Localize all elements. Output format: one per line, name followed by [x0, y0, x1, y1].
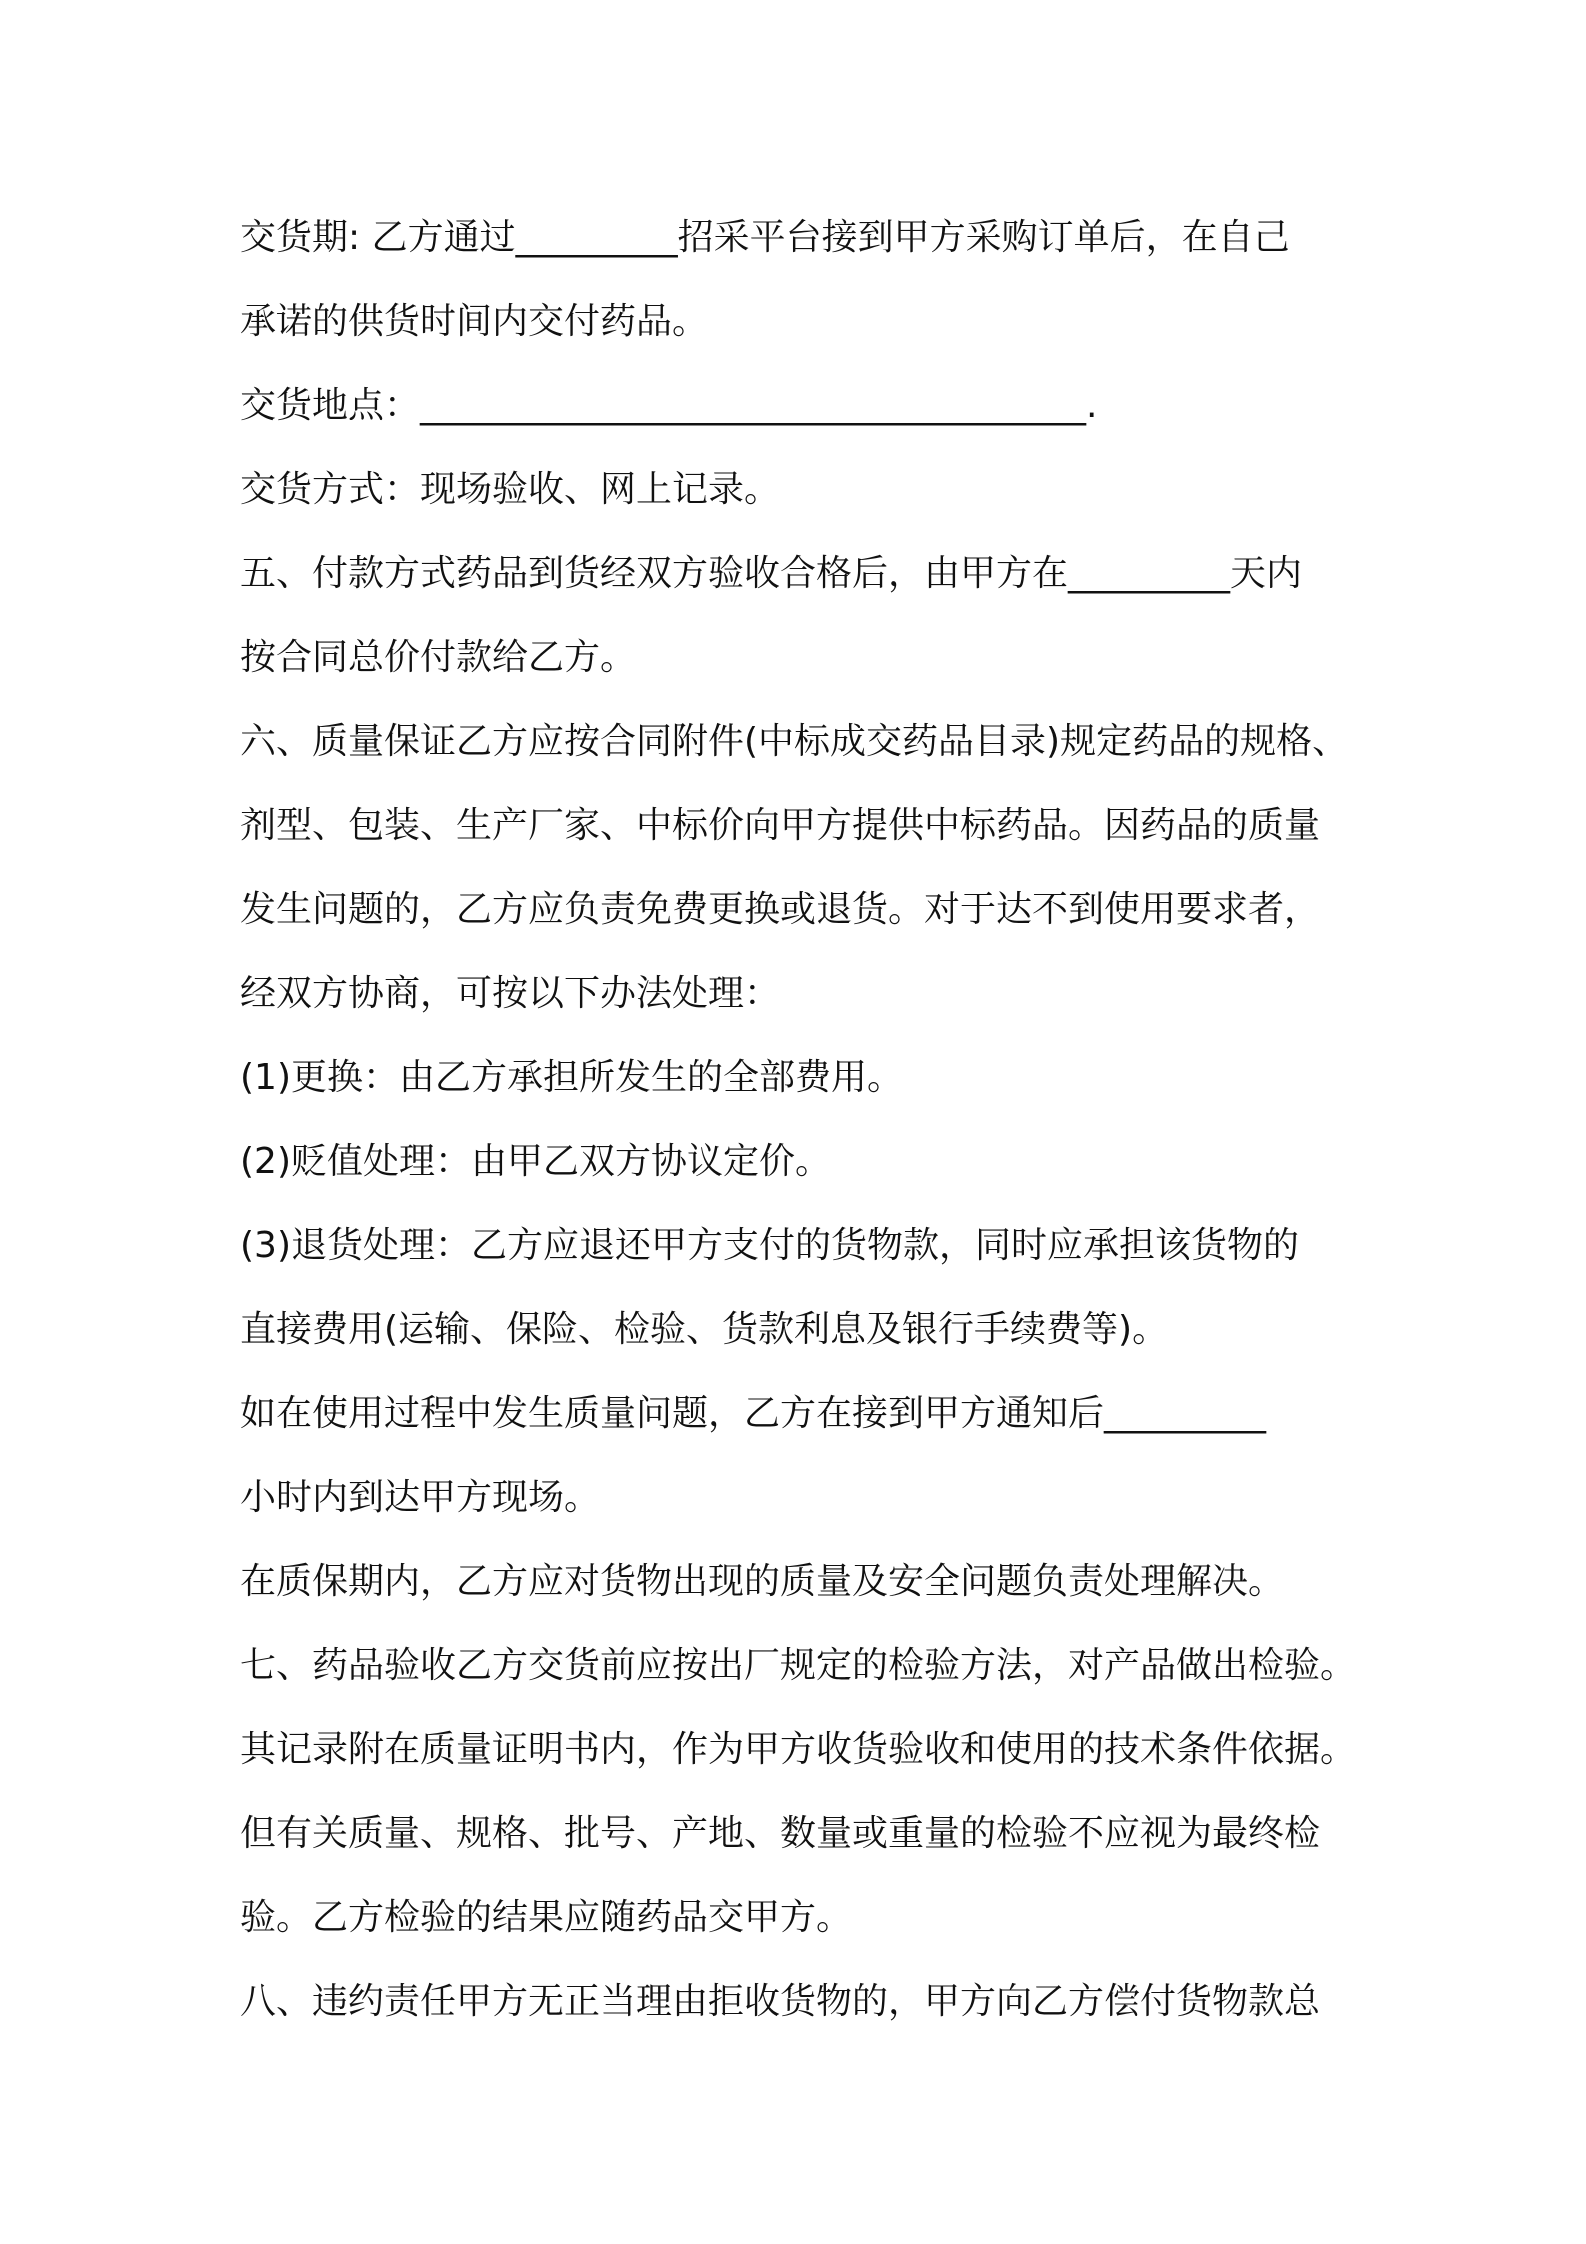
text-line: 交货期: 乙方通过_________招采平台接到甲方采购订单后，在自己 [240, 217, 1290, 258]
text-line: 直接费用(运输、保险、检验、货款利息及银行手续费等)。 [240, 1309, 1169, 1350]
text-line: 七、药品验收乙方交货前应按出厂规定的检验方法，对产品做出检验。 [240, 1645, 1357, 1686]
text-line: 但有关质量、规格、批号、产地、数量或重量的检验不应视为最终检 [240, 1813, 1321, 1854]
text-line: 五、付款方式药品到货经双方验收合格后，由甲方在_________天内 [240, 553, 1303, 594]
text-line: 其记录附在质量证明书内，作为甲方收货验收和使用的技术条件依据。 [240, 1729, 1357, 1770]
text-line: (2)贬值处理：由甲乙双方协议定价。 [240, 1141, 831, 1182]
text-line: 发生问题的，乙方应负责免费更换或退货。对于达不到使用要求者， [240, 889, 1321, 930]
text-line: 验。乙方检验的结果应随药品交甲方。 [240, 1897, 853, 1938]
text-line: 六、质量保证乙方应按合同附件(中标成交药品目录)规定药品的规格、 [240, 721, 1349, 762]
text-line: 剂型、包装、生产厂家、中标价向甲方提供中标药品。因药品的质量 [240, 805, 1321, 846]
text-line: 八、违约责任甲方无正当理由拒收货物的，甲方向乙方偿付货物款总 [240, 1981, 1321, 2022]
text-line: 交货地点：_____________________________________. [240, 385, 1098, 426]
text-line: 交货方式：现场验收、网上记录。 [240, 469, 781, 510]
text-line: 在质保期内，乙方应对货物出现的质量及安全问题负责处理解决。 [240, 1561, 1285, 1602]
text-line: 按合同总价付款给乙方。 [240, 637, 637, 678]
document-body [240, 196, 1380, 2044]
text-line: 承诺的供货时间内交付药品。 [240, 301, 709, 342]
text-line: 小时内到达甲方现场。 [240, 1477, 601, 1518]
text-line: (1)更换：由乙方承担所发生的全部费用。 [240, 1057, 903, 1098]
text-line: 经双方协商，可按以下办法处理： [240, 973, 781, 1014]
text-line: 如在使用过程中发生质量问题，乙方在接到甲方通知后_________ [240, 1393, 1267, 1434]
text-line: (3)退货处理：乙方应退还甲方支付的货物款，同时应承担该货物的 [240, 1225, 1299, 1266]
